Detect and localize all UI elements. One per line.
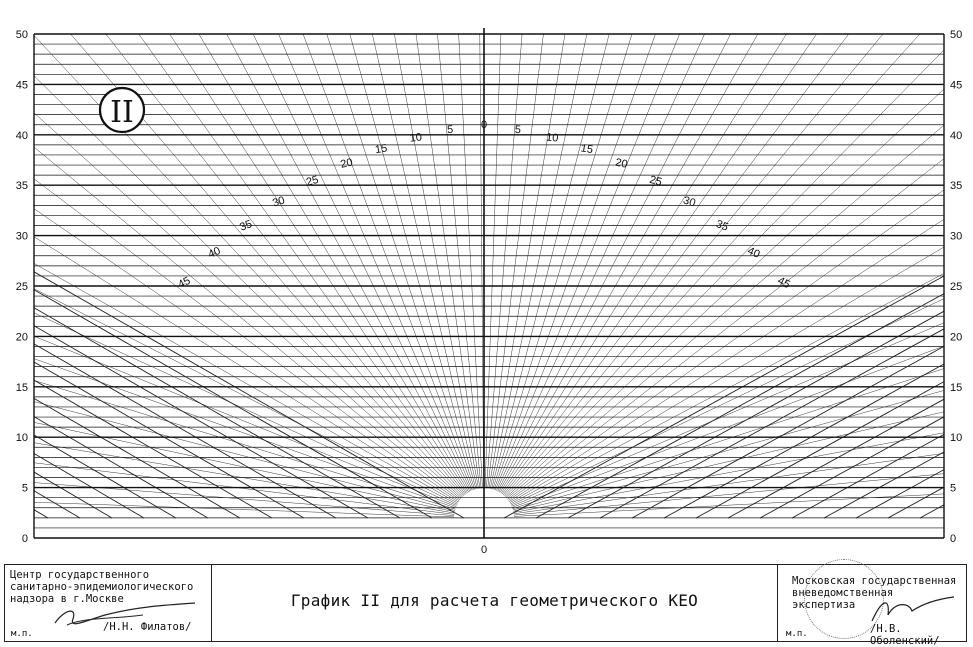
right-handwritten-signature — [868, 593, 958, 627]
angle-ray — [320, 0, 479, 489]
angle-ray — [495, 0, 821, 490]
left-approval-cell — [5, 565, 212, 641]
left-signatory: /Н.Н. Филатов/ — [103, 621, 192, 633]
right-approval-cell — [778, 565, 966, 647]
y-tick-label-left: 45 — [15, 79, 28, 92]
angle-ray — [513, 316, 973, 512]
graph-number-badge — [100, 88, 144, 132]
angle-ray — [500, 0, 961, 493]
y-axis-right — [950, 29, 962, 545]
ray-label: 45 — [176, 274, 193, 292]
y-tick-label-left: 15 — [15, 381, 28, 394]
y-tick-label-right: 35 — [950, 180, 963, 193]
diagonal-ray — [824, 232, 973, 518]
angle-ray — [0, 408, 454, 514]
right-org-line3: экспертиза — [792, 599, 856, 611]
y-tick-label-right: 30 — [950, 230, 963, 243]
diagonal-ray — [504, 56, 973, 518]
diagonal-ray — [792, 214, 973, 518]
ray-label: 35 — [714, 218, 730, 234]
ray-label: 15 — [374, 142, 389, 157]
ray-label: 40 — [206, 244, 223, 261]
chart-title: График II для расчета геометрического КЕО — [290, 591, 699, 610]
diagonal-ray — [0, 78, 400, 518]
left-org-line1: Центр государственного — [10, 569, 150, 581]
diagonal-ray — [0, 184, 208, 518]
y-tick-label-left: 35 — [15, 180, 28, 193]
right-org-line1: Московская государственная — [792, 575, 957, 587]
x-origin-label: 0 — [480, 544, 488, 556]
diagonal-ray — [600, 109, 973, 518]
y-tick-label-left: 40 — [15, 129, 28, 142]
angle-ray — [0, 0, 460, 500]
angle-ray — [0, 331, 455, 512]
angle-ray — [437, 0, 483, 488]
diagonal-ray — [0, 148, 272, 518]
angle-ray — [509, 28, 973, 502]
y-tick-label-left: 25 — [15, 281, 28, 293]
left-org-line3: надзора в г.Москве — [10, 593, 124, 605]
right-org-line2: вневедомственная — [792, 587, 894, 599]
angle-ray — [0, 218, 456, 508]
ray-label: 35 — [238, 218, 254, 234]
angle-ray — [513, 240, 973, 509]
right-signatory: /Н.В. Оболенский/ — [870, 623, 940, 647]
angle-ray — [508, 0, 973, 500]
angle-ray — [511, 131, 973, 506]
y-tick-label-right: 40 — [950, 129, 963, 142]
ray-label: 20 — [614, 156, 629, 171]
y-tick-label-left: 20 — [15, 331, 28, 344]
angle-ray — [494, 0, 784, 490]
angle-ray — [359, 0, 480, 488]
angle-ray — [0, 75, 458, 503]
angle-ray — [206, 0, 475, 489]
diagonal-ray — [0, 236, 112, 518]
angle-ray — [476, 0, 484, 488]
diagonal-ray — [0, 166, 240, 518]
diagonal-ray — [0, 219, 144, 518]
y-tick-label-left: 10 — [15, 432, 28, 445]
diagonal-ray — [696, 162, 973, 518]
angle-ray — [510, 95, 973, 503]
ray-label: 10 — [409, 131, 423, 145]
ray-label: 10 — [545, 131, 559, 145]
angle-ray — [488, 0, 594, 488]
ray-label: 45 — [775, 274, 792, 292]
right-seal-place: м.п. — [786, 629, 808, 639]
ray-label: 5 — [446, 123, 454, 137]
y-tick-label-left: 30 — [15, 230, 28, 243]
graph-number-text: II — [110, 95, 134, 130]
title-block — [4, 564, 967, 647]
angle-ray — [0, 109, 457, 504]
y-tick-label-right: 5 — [950, 482, 957, 495]
y-tick-label-left: 50 — [15, 29, 28, 41]
y-tick-label-left: 5 — [21, 482, 28, 495]
y-tick-label-right: 10 — [950, 432, 963, 445]
diagonal-ray — [0, 272, 48, 518]
ray-label: 30 — [681, 194, 697, 210]
y-tick-label-right: 0 — [950, 533, 957, 545]
ray-label: 40 — [745, 244, 762, 261]
ray-label: 30 — [271, 194, 287, 210]
left-seal-place: м.п. — [11, 629, 33, 639]
y-tick-label-left: 0 — [21, 533, 28, 545]
y-axis-left — [16, 29, 487, 556]
ray-label: 5 — [514, 123, 522, 137]
angle-ray — [512, 203, 973, 508]
diagonal-ray — [0, 201, 176, 518]
y-tick-label-right: 50 — [950, 29, 963, 41]
angle-ray — [0, 0, 462, 498]
ray-label: 15 — [579, 142, 594, 157]
angle-ray — [0, 0, 461, 499]
ray-label: 0 — [480, 119, 488, 131]
y-tick-label-right: 20 — [950, 331, 963, 344]
ray-label: 20 — [339, 156, 354, 171]
y-tick-label-right: 15 — [950, 381, 963, 394]
title-cell — [212, 565, 778, 641]
ray-label: 25 — [304, 173, 320, 189]
ray-label: 25 — [648, 173, 664, 189]
angle-ray — [513, 354, 973, 513]
diagonal-ray — [0, 43, 464, 518]
angle-ray — [514, 393, 973, 514]
angle-ray — [493, 0, 747, 489]
y-tick-label-right: 45 — [950, 79, 963, 92]
left-org-line2: санитарно-эпидемиологического — [10, 581, 194, 593]
y-tick-label-right: 25 — [950, 281, 963, 293]
major-gridlines — [34, 34, 944, 538]
